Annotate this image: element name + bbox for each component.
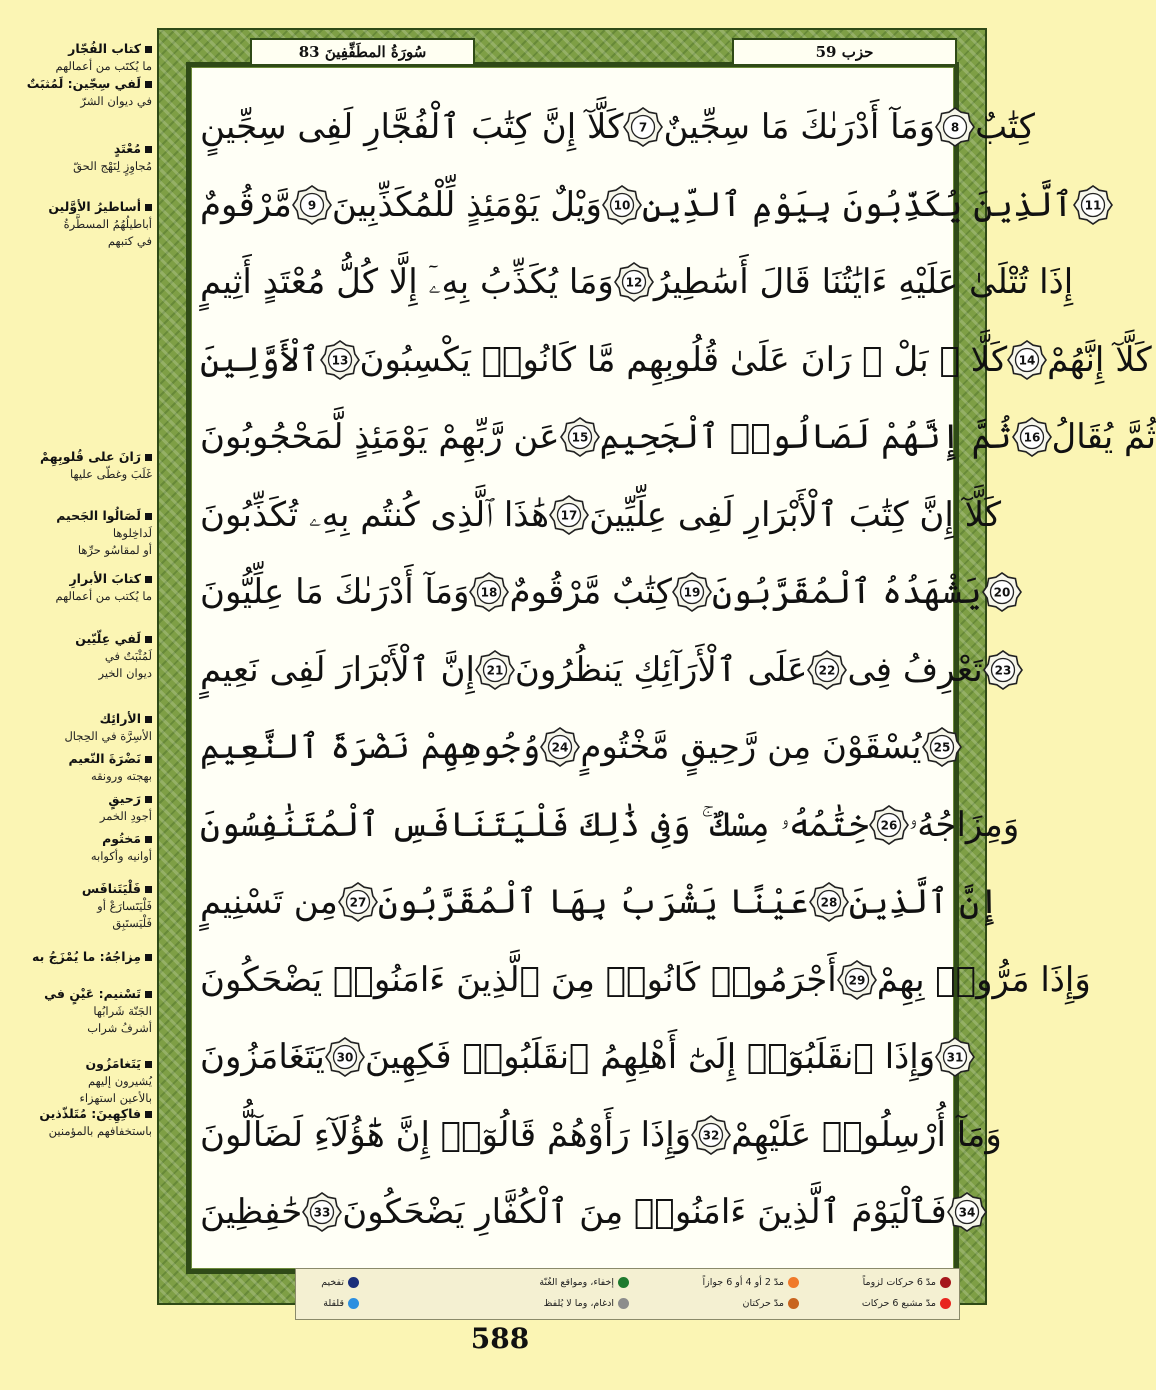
verse-text: كِتَٰبٌ [975, 107, 1035, 147]
color-dot-icon [618, 1298, 629, 1309]
ayah-number-marker [540, 727, 580, 767]
verse-line [200, 712, 950, 782]
glossary-definition: باستخفافهم بالمؤمنين [48, 1124, 152, 1138]
ayah-number-marker [869, 805, 909, 845]
glossary-term-text: كتابَ الأبرارِ [69, 571, 141, 586]
verse-line [200, 635, 1012, 705]
verse-text: وَمَا يُكَذِّبُ بِهِۦٓ إِلَّا كُلُّ مُعْتَدٍ أَثِيمٍ [200, 262, 614, 302]
glossary-entry [2, 790, 152, 825]
svg-text:34: 34 [958, 1205, 976, 1220]
svg-text:20: 20 [993, 585, 1011, 600]
bullet-square-icon [145, 576, 152, 583]
ayah-number-marker [1012, 417, 1052, 457]
glossary-term [2, 40, 152, 58]
svg-text:24: 24 [552, 740, 569, 755]
color-dot-icon [618, 1277, 629, 1288]
legend-item [862, 1298, 951, 1309]
ayah-number-marker [837, 960, 877, 1000]
ayah-number-marker [623, 107, 663, 147]
legend-item [544, 1298, 629, 1309]
glossary-term [2, 507, 152, 525]
svg-text:33: 33 [313, 1205, 331, 1220]
verse-text: وَمَآ أَدْرَىٰكَ مَا عِلِّيُّونَ [200, 572, 470, 612]
verse-line [200, 1100, 1002, 1170]
legend-item [321, 1277, 359, 1288]
svg-text:15: 15 [571, 430, 588, 445]
color-dot-icon [348, 1277, 359, 1288]
svg-text:32: 32 [702, 1128, 720, 1142]
verse-text: مِن تَسْنِيمٍ [200, 882, 338, 922]
glossary-term [2, 948, 152, 966]
glossary-definition: مُجاوِزٍ لِنَهْج الحقّ [73, 159, 152, 173]
glossary-entry [2, 1105, 152, 1140]
glossary-term-text: فاكِهِينَ: مُتَلذّذين [39, 1106, 141, 1121]
ayah-number-marker [302, 1192, 342, 1232]
legend-label: مدّ 6 حركات لزوماً [862, 1277, 936, 1288]
verse-line [200, 247, 1074, 317]
verse-line [200, 402, 1156, 472]
svg-text:11: 11 [1084, 198, 1102, 212]
ayah-number-marker [549, 495, 589, 535]
page-number: 588 [470, 1322, 530, 1355]
margin-glossary [0, 30, 158, 1360]
glossary-definition: ديوان الخير [98, 666, 152, 680]
glossary-term-text: مَختُوم [102, 831, 141, 846]
glossary-definition: أوانيه وأكوابه [90, 849, 152, 863]
glossary-term-text: تَسْنيم: عَيْنٍ في [44, 986, 141, 1001]
ayah-number-marker [475, 650, 515, 690]
glossary-entry [2, 1055, 152, 1107]
svg-text:30: 30 [336, 1050, 354, 1065]
glossary-term-text: فَلْيَتَنافَس [81, 881, 141, 896]
legend-item [743, 1298, 799, 1309]
glossary-term [2, 198, 152, 216]
glossary-entry [2, 750, 152, 785]
svg-text:7: 7 [639, 120, 648, 135]
glossary-definition: بهجته ورونقه [90, 769, 152, 783]
svg-text:17: 17 [560, 508, 578, 522]
verse-text: كَلَّآ إِنَّ كِتَٰبَ ٱلْأَبْرَارِ لَفِى عِلِّيِّينَ [589, 494, 1002, 535]
legend-label: ادغام، وما لا يُلفظ [543, 1298, 614, 1309]
glossary-definition: يُشيرون إليهم [87, 1074, 152, 1088]
svg-text:8: 8 [950, 120, 960, 135]
verse-line [200, 1177, 976, 1247]
verse-line [200, 1022, 964, 1092]
glossary-term [2, 448, 152, 466]
bullet-square-icon [145, 513, 152, 520]
verse-text: يَتَغَامَزُونَ [200, 1037, 325, 1077]
glossary-entry [2, 198, 152, 250]
color-dot-icon [788, 1298, 799, 1309]
verse-text: إِنَّ ٱلْأَبْرَارَ لَفِى نَعِيمٍ [200, 649, 475, 690]
ayah-number-marker [935, 107, 975, 147]
verse-text: وَيْلٌ يَوْمَئِذٍ لِّلْمُكَذِّبِينَ [331, 184, 602, 225]
ayah-number-marker [292, 185, 332, 225]
bullet-square-icon [145, 756, 152, 763]
verse-line [200, 325, 1152, 395]
svg-text:10: 10 [613, 198, 631, 212]
glossary-definition: ما يُكتب من أعمالهم [55, 589, 152, 603]
svg-text:26: 26 [880, 818, 898, 832]
glossary-term [2, 570, 152, 588]
glossary-term [2, 630, 152, 648]
legend-item [863, 1277, 951, 1288]
glossary-term [2, 1105, 152, 1123]
glossary-definition: الجَنّة شَرابُها [93, 1004, 152, 1018]
svg-text:13: 13 [331, 353, 348, 367]
glossary-entry [2, 630, 152, 682]
svg-text:25: 25 [933, 740, 950, 755]
verse-line [200, 480, 1002, 550]
verse-text: وَمِزَاجُهُۥ [908, 804, 1020, 845]
glossary-definition: أجودِ الخمر [99, 809, 152, 823]
verse-text: وَإِذَا مَرُّوا۟ بِهِمْ [876, 959, 1091, 1000]
glossary-definition: في كتبهم [107, 234, 152, 248]
verse-text: ٱلَّذِينَ يُكَذِّبُونَ بِيَوْمِ ٱلدِّينِ [641, 184, 1073, 225]
verse-text: ثُمَّ يُقَالُ [1051, 417, 1156, 457]
svg-text:23: 23 [994, 663, 1012, 677]
glossary-entry [2, 710, 152, 745]
bullet-square-icon [145, 1061, 152, 1068]
glossary-entry [2, 948, 152, 966]
ayah-number-marker [338, 882, 378, 922]
ayah-number-marker [935, 1037, 975, 1077]
legend-label: إخفاء، ومواقع الغُنّة [539, 1277, 614, 1288]
surah-header: سُورَةُ المطَفِّفِينَ 83 [250, 38, 475, 66]
verse-text: وَمَآ أُرْسِلُوا۟ عَلَيْهِمْ [731, 1114, 1002, 1155]
legend-label: مدّ 2 أو 4 أو 6 جوازاً [702, 1277, 784, 1288]
color-dot-icon [348, 1298, 359, 1309]
svg-text:18: 18 [481, 585, 498, 600]
ayah-number-marker [807, 650, 847, 690]
verse-text: أَجْرَمُوا۟ كَانُوا۟ مِنَ ٱلَّذِينَ ءَامَنُوا۟ يَضْحَكُونَ [200, 959, 837, 1000]
glossary-definition: فَلْيَتَسارَعْ أو [97, 899, 152, 913]
ayah-number-marker [922, 727, 962, 767]
ayah-number-marker [602, 185, 642, 225]
verse-text: وَمَآ أَدْرَىٰكَ مَا سِجِّينٌ [663, 107, 936, 147]
glossary-entry [2, 880, 152, 932]
glossary-definition: أشرفُ شراب [87, 1021, 152, 1035]
svg-text:31: 31 [946, 1050, 964, 1065]
verse-line [200, 557, 1011, 627]
verse-line [200, 170, 1102, 240]
verse-text: هَٰذَا ٱلَّذِى كُنتُم بِهِۦ تُكَذِّبُونَ [200, 494, 550, 535]
glossary-definition: أباطيلُهُمُ المسطَّرةُ [63, 217, 152, 231]
legend-item [323, 1298, 359, 1309]
verse-line [200, 790, 1020, 860]
color-dot-icon [788, 1277, 799, 1288]
glossary-term [2, 750, 152, 768]
glossary-term [2, 880, 152, 898]
legend-label: مدّ مشبع 6 حركات [861, 1298, 936, 1309]
verse-text: خِتَٰمُهُۥ مِسْكٌ ۚ وَفِى ذَٰلِكَ فَلْيَتَنَافَسِ ٱلْمُتَنَٰفِسُونَ [200, 804, 869, 845]
verse-text: كَلَّا ۖ بَلْ ۜ رَانَ عَلَىٰ قُلُوبِهِم مَّا كَانُوا۟ يَكْسِبُونَ [359, 339, 1008, 380]
verse-text: وَإِذَا رَأَوْهُمْ قَالُوٓا۟ إِنَّ هَٰٓؤُلَآءِ لَضَآلُّونَ [200, 1114, 692, 1155]
svg-text:16: 16 [1023, 430, 1040, 445]
glossary-term-text: يَتَغامَزُون [85, 1056, 141, 1071]
glossary-definition: لَمُثْبَتٌ في [104, 649, 152, 663]
verse-text: ثُمَّ إِنَّهُمْ لَصَالُوا۟ ٱلْجَحِيمِ [599, 417, 1012, 457]
glossary-entry [2, 140, 152, 175]
ayah-number-marker [982, 572, 1022, 612]
legend-label: قلقلة [323, 1298, 344, 1309]
verse-line [200, 945, 1091, 1015]
glossary-term-text: لَصَالُوا الجَحيم [56, 508, 141, 523]
bullet-square-icon [145, 991, 152, 998]
glossary-term [2, 790, 152, 808]
svg-text:29: 29 [848, 973, 866, 987]
glossary-term [2, 710, 152, 728]
glossary-term-text: لَفي سِجّين: لَمُثبَتٌ [26, 76, 141, 91]
bullet-square-icon [145, 886, 152, 893]
verse-text: كِتَٰبٌ مَّرْقُومٌ [509, 572, 672, 612]
glossary-term [2, 985, 152, 1003]
glossary-definition: ما يُكتَب من أعمالهم [55, 59, 152, 73]
verse-text: فَٱلْيَوْمَ ٱلَّذِينَ ءَامَنُوا۟ مِنَ ٱلْكُفَّارِ يَضْحَكُونَ [342, 1192, 947, 1232]
glossary-definition: فَلْيَستَبِق [112, 916, 152, 930]
bullet-square-icon [145, 1111, 152, 1118]
legend-item [539, 1277, 629, 1288]
glossary-term-text: نَضْرَةَ النّعيم [68, 751, 141, 766]
svg-text:22: 22 [819, 663, 836, 677]
glossary-definition: في ديوان الشرّ [80, 94, 152, 108]
svg-text:19: 19 [683, 585, 701, 600]
legend-label: مدّ حركتان [742, 1298, 784, 1309]
svg-text:12: 12 [625, 275, 643, 290]
ayah-number-marker [614, 262, 654, 302]
ayah-number-marker [560, 417, 600, 457]
glossary-term-text: مِزاجُهُ: ما يُمْزَجُ به [31, 949, 141, 964]
bullet-square-icon [145, 716, 152, 723]
bullet-square-icon [145, 796, 152, 803]
bullet-square-icon [145, 204, 152, 211]
hizb-header: حزب 59 [732, 38, 957, 66]
glossary-definition: الأسِرَّة في الحِجال [64, 729, 152, 743]
svg-text:14: 14 [1018, 353, 1036, 367]
glossary-entry [2, 985, 152, 1037]
verse-text: يُسْقَوْنَ مِن رَّحِيقٍ مَّخْتُومٍ [580, 727, 922, 767]
glossary-definition: غَلَبَ وغطّى عليها [70, 467, 152, 481]
ayah-number-marker [1073, 185, 1113, 225]
glossary-entry [2, 75, 152, 110]
glossary-term [2, 140, 152, 158]
verse-text: عَيْنًا يَشْرَبُ بِهَا ٱلْمُقَرَّبُونَ [377, 882, 809, 922]
glossary-term-text: رَحيقٍ [108, 791, 141, 806]
svg-text:21: 21 [486, 663, 504, 677]
ayah-number-marker [672, 572, 712, 612]
bullet-square-icon [145, 81, 152, 88]
verse-text: كَلَّآ إِنَّهُمْ [1047, 339, 1152, 380]
bullet-square-icon [145, 454, 152, 461]
glossary-entry [2, 507, 152, 559]
bullet-square-icon [145, 636, 152, 643]
ayah-number-marker [691, 1115, 731, 1155]
ayah-number-marker [983, 650, 1023, 690]
glossary-entry [2, 830, 152, 865]
bullet-square-icon [145, 954, 152, 961]
verse-line [200, 867, 999, 937]
bullet-square-icon [145, 146, 152, 153]
glossary-term-text: أساطيرُ الأوَّلين [48, 199, 141, 214]
ayah-number-marker [469, 572, 509, 612]
glossary-term-text: لَفي عِلّيّين [75, 631, 141, 646]
verse-text: كَلَّآ إِنَّ كِتَٰبَ ٱلْفُجَّارِ لَفِى سِجِّينٍ [200, 107, 624, 147]
glossary-term [2, 75, 152, 93]
legend-item [703, 1277, 799, 1288]
glossary-definition: بالأعين استهزاء [79, 1091, 152, 1105]
verse-text: عَن رَّبِّهِمْ يَوْمَئِذٍ لَّمَحْجُوبُونَ [200, 417, 560, 457]
tajweed-legend [295, 1268, 960, 1320]
ayah-number-marker [320, 340, 360, 380]
verse-text: ٱلْأَوَّلِينَ [200, 339, 320, 380]
color-dot-icon [940, 1277, 951, 1288]
glossary-entry [2, 448, 152, 483]
ayah-number-marker [947, 1192, 987, 1232]
svg-text:9: 9 [307, 198, 317, 212]
glossary-term-text: رَانَ على قُلوبِهِمْ [39, 449, 141, 464]
verse-text: وُجُوهِهِمْ نَضْرَةَ ٱلنَّعِيمِ [200, 727, 541, 767]
ayah-number-marker [325, 1037, 365, 1077]
ayah-number-marker [809, 882, 849, 922]
verse-text: تَعْرِفُ فِى [847, 649, 983, 690]
verse-text: إِنَّ ٱلَّذِينَ [848, 882, 999, 922]
color-dot-icon [940, 1298, 951, 1309]
verse-text: يَشْهَدُهُ ٱلْمُقَرَّبُونَ [711, 572, 982, 612]
bullet-square-icon [145, 836, 152, 843]
glossary-term-text: الأرائِك [99, 711, 141, 726]
legend-label: تفخيم [321, 1277, 344, 1288]
svg-text:27: 27 [349, 895, 367, 910]
glossary-term [2, 1055, 152, 1073]
glossary-term-text: مُعْتَدٍ [113, 141, 141, 156]
verse-line [200, 92, 1035, 162]
svg-text:28: 28 [820, 895, 838, 910]
glossary-definition: لَداخِلوها [112, 526, 152, 540]
bullet-square-icon [145, 46, 152, 53]
verse-text: إِذَا تُتْلَىٰ عَلَيْهِ ءَايَٰتُنَا قَالَ أَسَٰطِيرُ [653, 262, 1074, 302]
glossary-entry [2, 570, 152, 605]
glossary-entry [2, 40, 152, 75]
glossary-term-text: كتاب الفُجّار [68, 41, 141, 56]
verse-text: مَّرْقُومٌ [200, 184, 292, 225]
verse-text: عَلَى ٱلْأَرَآئِكِ يَنظُرُونَ [514, 649, 808, 690]
ayah-number-marker [1007, 340, 1047, 380]
verse-text: حَٰفِظِينَ [200, 1192, 303, 1232]
glossary-term [2, 830, 152, 848]
verse-text: وَإِذَا ٱنقَلَبُوٓا۟ إِلَىٰٓ أَهْلِهِمُ ٱنقَلَبُوا۟ فَكِهِينَ [364, 1037, 936, 1077]
glossary-definition: أو لمقاسُو حرِّها [77, 543, 152, 557]
